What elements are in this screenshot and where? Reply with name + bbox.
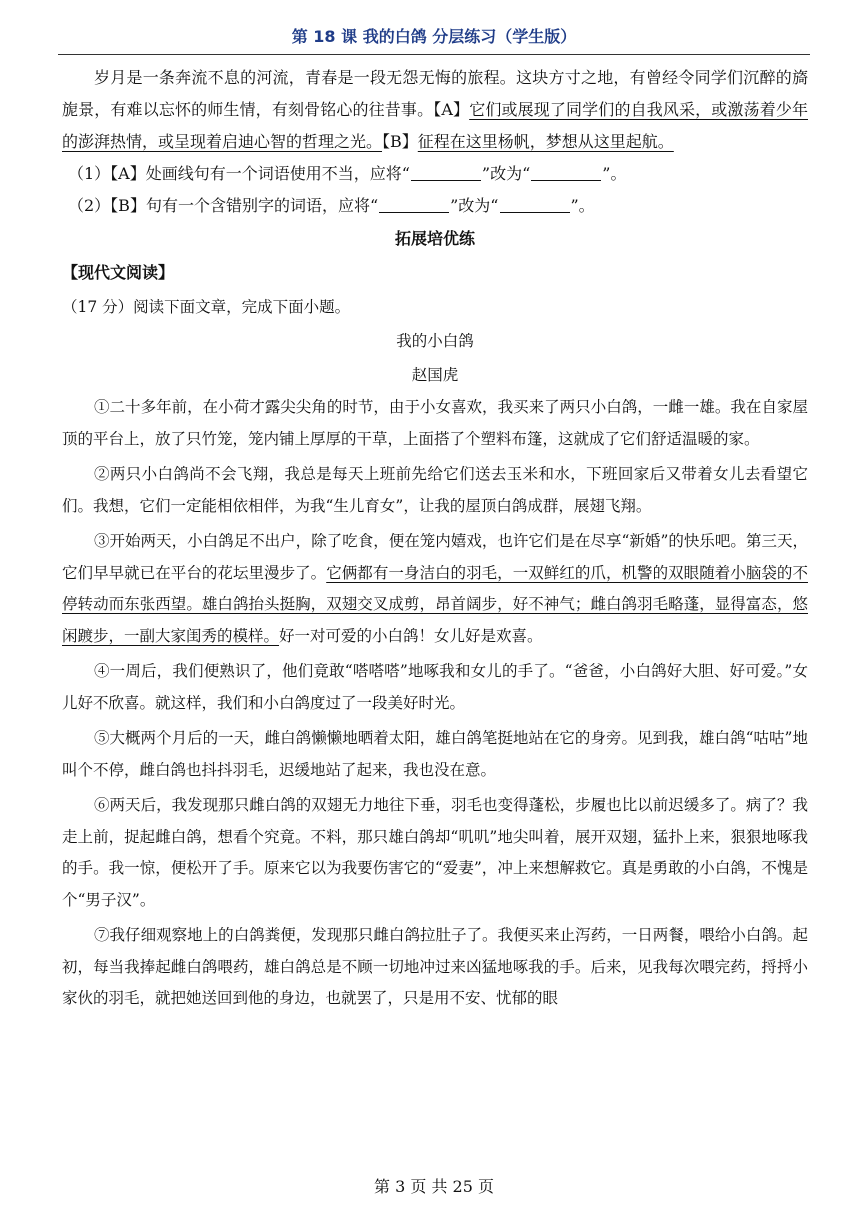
page-content [62, 62, 808, 1015]
article-paragraph-6: ⑥两天后，我发现那只雌白鸽的双翅无力地往下垂，羽毛也变得蓬松，步履也比以前迟缓多了。病了？我走上前，捉起雌白鸽，想看个究竟。不料，那只雄白鸽却“叽叽”地尖叫着，展开双翅，猛扑上来，狠狠地啄我的手。我一惊，便松开了手。原来它以为我要伤害它的“爱妻”，冲上来想解救它。真是勇敢的小白鸽，不愧是个“男子汉”。 [62, 796, 808, 909]
article-paragraph-2: ②两只小白鸽尚不会飞翔，我总是每天上班前先给它们送去玉米和水，下班回家后又带着女儿去看望它们。我想，它们一定能相依相伴，为我“生儿育女”，让我的屋顶白鸽成群，展翅飞翔。 [62, 465, 808, 515]
question-1-blank-2[interactable] [531, 164, 601, 181]
section-title: 拓展培优练 [394, 229, 475, 248]
article-title: 我的小白鸽 [396, 332, 474, 350]
intro-plain-text: 岁月是一条奔流不息的河流，青春是一段无怨无悔的旅程。这块方寸之地，有曾经令同学们沉醉的旖旎景，有难以忘怀的师生情，有刻骨铭心的往昔事。【A】 [62, 68, 808, 119]
reading-intro: （17 分）阅读下面文章，完成下面小题。 [62, 298, 351, 316]
question-2-suffix: ”。 [570, 196, 595, 215]
question-1 [62, 158, 808, 190]
article-paragraph-3 [62, 526, 808, 652]
question-2-blank-2[interactable] [500, 196, 570, 213]
question-1-middle: ”改为“ [481, 164, 531, 183]
header-divider [58, 54, 810, 55]
paragraph-3-tail: 好一对可爱的小白鸽！女儿好是欢喜。 [279, 626, 543, 645]
article-paragraph-4: ④一周后，我们便熟识了，他们竟敢“嗒嗒嗒”地啄我和女儿的手了。“爸爸，小白鸽好大胆、好可爱。”女儿好不欣喜。就这样，我们和小白鸽度过了一段美好时光。 [62, 662, 808, 712]
intro-paragraph [62, 62, 808, 158]
article-paragraph-7: ⑦我仔细观察地上的白鸽粪便，发现那只雌白鸽拉肚子了。我便买来止泻药，一日两餐，喂给小白鸽。起初，每当我捧起雌白鸽喂药，雄白鸽总是不顾一切地冲过来凶猛地啄我的手。后来，见我每次喂完药，捋捋小家伙的羽毛，就把她送回到他的身边，也就罢了，只是用不安、忧郁的眼 [62, 926, 808, 1007]
question-2-prefix: （2）【B】句有一个含错别字的词语，应将“ [68, 196, 379, 215]
underlined-sentence-b: 征程在这里杨帆，梦想从这里起航。 [417, 132, 674, 151]
question-2-blank-1[interactable] [379, 196, 449, 213]
page-header-title: 第 18 课 我的白鸽 分层练习（学生版） [291, 27, 577, 46]
question-1-suffix: ”。 [602, 164, 627, 183]
underlined-sentence-a: 它们或展现了同学们的自我风采，或激荡着少年的澎湃热情，或呈现着启迪心智的哲理之光。 [62, 100, 808, 151]
article-author: 赵国虎 [411, 366, 459, 384]
article-paragraph-5: ⑤大概两个月后的一天，雌白鸽懒懒地晒着太阳，雄白鸽笔挺地站在它的身旁。见到我，雄白鸽“咕咕”地叫个不停，雌白鸽也抖抖羽毛，迟缓地站了起来，我也没在意。 [62, 729, 808, 779]
paragraph-3-underlined: 它俩都有一身洁白的羽毛，一双鲜红的爪，机警的双眼随着小脑袋的不停转动而东张西望。雄白鸽抬头挺胸，双翅交叉成剪，昂首阔步，好不神气；雌白鸽羽毛略蓬，显得富态，悠闲踱步，一副大家闺秀的模样。 [62, 563, 808, 645]
question-1-prefix: （1）【A】处画线句有一个词语使用不当，应将“ [68, 164, 410, 183]
page-number-footer: 第 3 页 共 25 页 [374, 1177, 494, 1196]
question-2-middle: ”改为“ [450, 196, 499, 215]
paragraph-3-lead: ③开始两天，小白鸽足不出户，除了吃食，便在笼内嬉戏，也许它们是在尽享“新婚”的快乐吧。第三天，它们早早就已在平台的花坛里漫步了。 [62, 532, 808, 582]
article-paragraph-1: ①二十多年前，在小荷才露尖尖角的时节，由于小女喜欢，我买来了两只小白鸽，一雌一雄。我在自家屋顶的平台上，放了只竹笼，笼内铺上厚厚的干草，上面搭了个塑料布篷，这就成了它们舒适温暖的家。 [62, 398, 808, 448]
reading-label: 【现代文阅读】 [62, 263, 175, 282]
question-2 [62, 190, 808, 222]
question-1-blank-1[interactable] [411, 164, 481, 181]
marker-b: 【B】 [382, 132, 418, 151]
